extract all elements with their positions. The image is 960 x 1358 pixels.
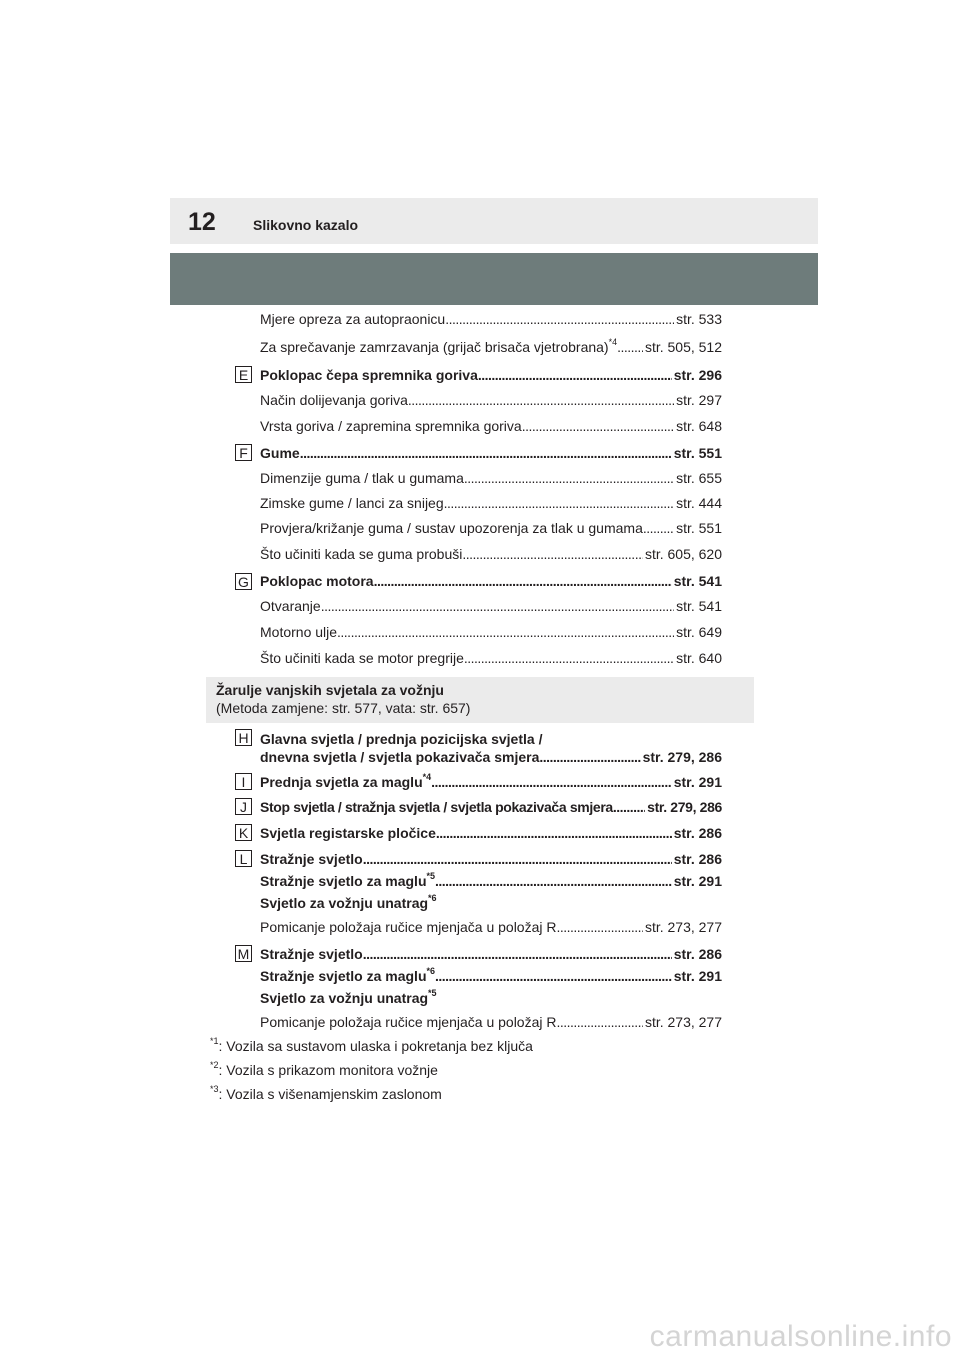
page-header (170, 198, 818, 244)
index-entry-heading: Gume . . . str. 551 (260, 444, 722, 462)
marker-letter-j: J (235, 798, 252, 815)
footnote-ref: *4 (608, 337, 618, 348)
index-entry-heading: Prednja svjetla za maglu$^{*4}$ . . . str. 291 (260, 773, 722, 791)
footnote-ref: *6 (426, 966, 436, 977)
marker-letter-k: K (235, 824, 252, 841)
marker-letter-h: H (235, 729, 252, 746)
marker-letter-i: I (235, 773, 252, 790)
index-entry-heading: Stražnje svjetlo za maglu$^{*6}$ . . . str. 291 (260, 967, 722, 985)
marker-letter-m: M (235, 945, 252, 962)
footnote: $^{*2}$: Vozila s prikazom monitora vožnje (210, 1060, 438, 1078)
index-entry-heading: Poklopac motora . . . str. 541 (260, 572, 722, 590)
footnote-ref: *5 (428, 988, 437, 999)
lights-section-box (206, 677, 754, 723)
index-entry: Vrsta goriva / zapremina spremnika goriva . . . str. 648 (260, 417, 722, 435)
index-entry: Otvaranje . . . str. 541 (260, 597, 722, 615)
footnote: $^{*3}$: Vozila s višenamjenskim zaslonom (210, 1084, 442, 1102)
footnote-ref: *5 (426, 871, 436, 882)
index-entry-heading: dnevna svjetla / svjetla pokazivača smjera . . . str. 279, 286 (260, 748, 722, 766)
index-entry-heading: Stražnje svjetlo . . . str. 286 (260, 945, 722, 963)
index-entry-heading: Svjetlo za vožnju unatrag$^{*5}$ (260, 988, 437, 1006)
marker-letter-e: E (235, 366, 252, 383)
index-entry: Provjera/križanje guma / sustav upozorenja za tlak u gumama . . . str. 551 (260, 519, 722, 537)
watermark: carmanualsonline.info (649, 1320, 952, 1353)
index-entry: Način dolijevanja goriva . . . str. 297 (260, 391, 722, 409)
footnote-ref: *6 (428, 893, 437, 904)
footnote: $^{*1}$: Vozila sa sustavom ulaska i pokretanja bez ključa (210, 1036, 533, 1054)
index-entry: Motorno ulje . . . str. 649 (260, 623, 722, 641)
index-entry-heading: Poklopac čepa spremnika goriva . . . str. 296 (260, 366, 722, 384)
index-entry-heading: Stražnje svjetlo za maglu$^{*5}$ . . . str. 291 (260, 872, 722, 890)
lights-section-subtitle: (Metoda zamjene: str. 577, vata: str. 657) (216, 700, 471, 716)
index-entry-heading: Svjetla registarske pločice . . . str. 286 (260, 824, 722, 842)
index-entry: Što učiniti kada se guma probuši . . . str. 605, 620 (260, 545, 722, 563)
index-entry: Pomicanje položaja ručice mjenjača u položaj R . . . str. 273, 277 (260, 918, 722, 936)
marker-letter-l: L (235, 850, 252, 867)
index-entry: Pomicanje položaja ručice mjenjača u položaj R . . . str. 273, 277 (260, 1013, 722, 1031)
index-entry: Mjere opreza za autopraonicu . . . str. 533 (260, 310, 722, 328)
page-number: 12 (188, 208, 216, 236)
index-entry: Za sprečavanje zamrzavanja (grijač brisača vjetrobrana)$^{*4}$ . . . str. 505, 512 (260, 338, 722, 356)
index-entry: Što učiniti kada se motor pregrije . . . str. 640 (260, 649, 722, 667)
index-entry-heading: Stražnje svjetlo . . . str. 286 (260, 850, 722, 868)
index-entry-heading: Glavna svjetla / prednja pozicijska svjetla / (260, 731, 543, 747)
marker-letter-f: F (235, 444, 252, 461)
index-entry: Zimske gume / lanci za snijeg . . . str. 444 (260, 494, 722, 512)
index-entry: Dimenzije guma / tlak u gumama . . . str. 655 (260, 469, 722, 487)
section-title: Slikovno kazalo (253, 217, 359, 233)
index-entry-heading: Stop svjetla / stražnja svjetla / svjetla pokazivača smjera . . . str. 279, 286 (260, 798, 722, 816)
lights-section-title: Žarulje vanjskih svjetala za vožnju (216, 682, 444, 698)
footnote-ref: *4 (422, 772, 432, 783)
marker-letter-g: G (235, 573, 252, 590)
index-entry-heading: Svjetlo za vožnju unatrag$^{*6}$ (260, 893, 437, 911)
header-banner (170, 253, 818, 305)
